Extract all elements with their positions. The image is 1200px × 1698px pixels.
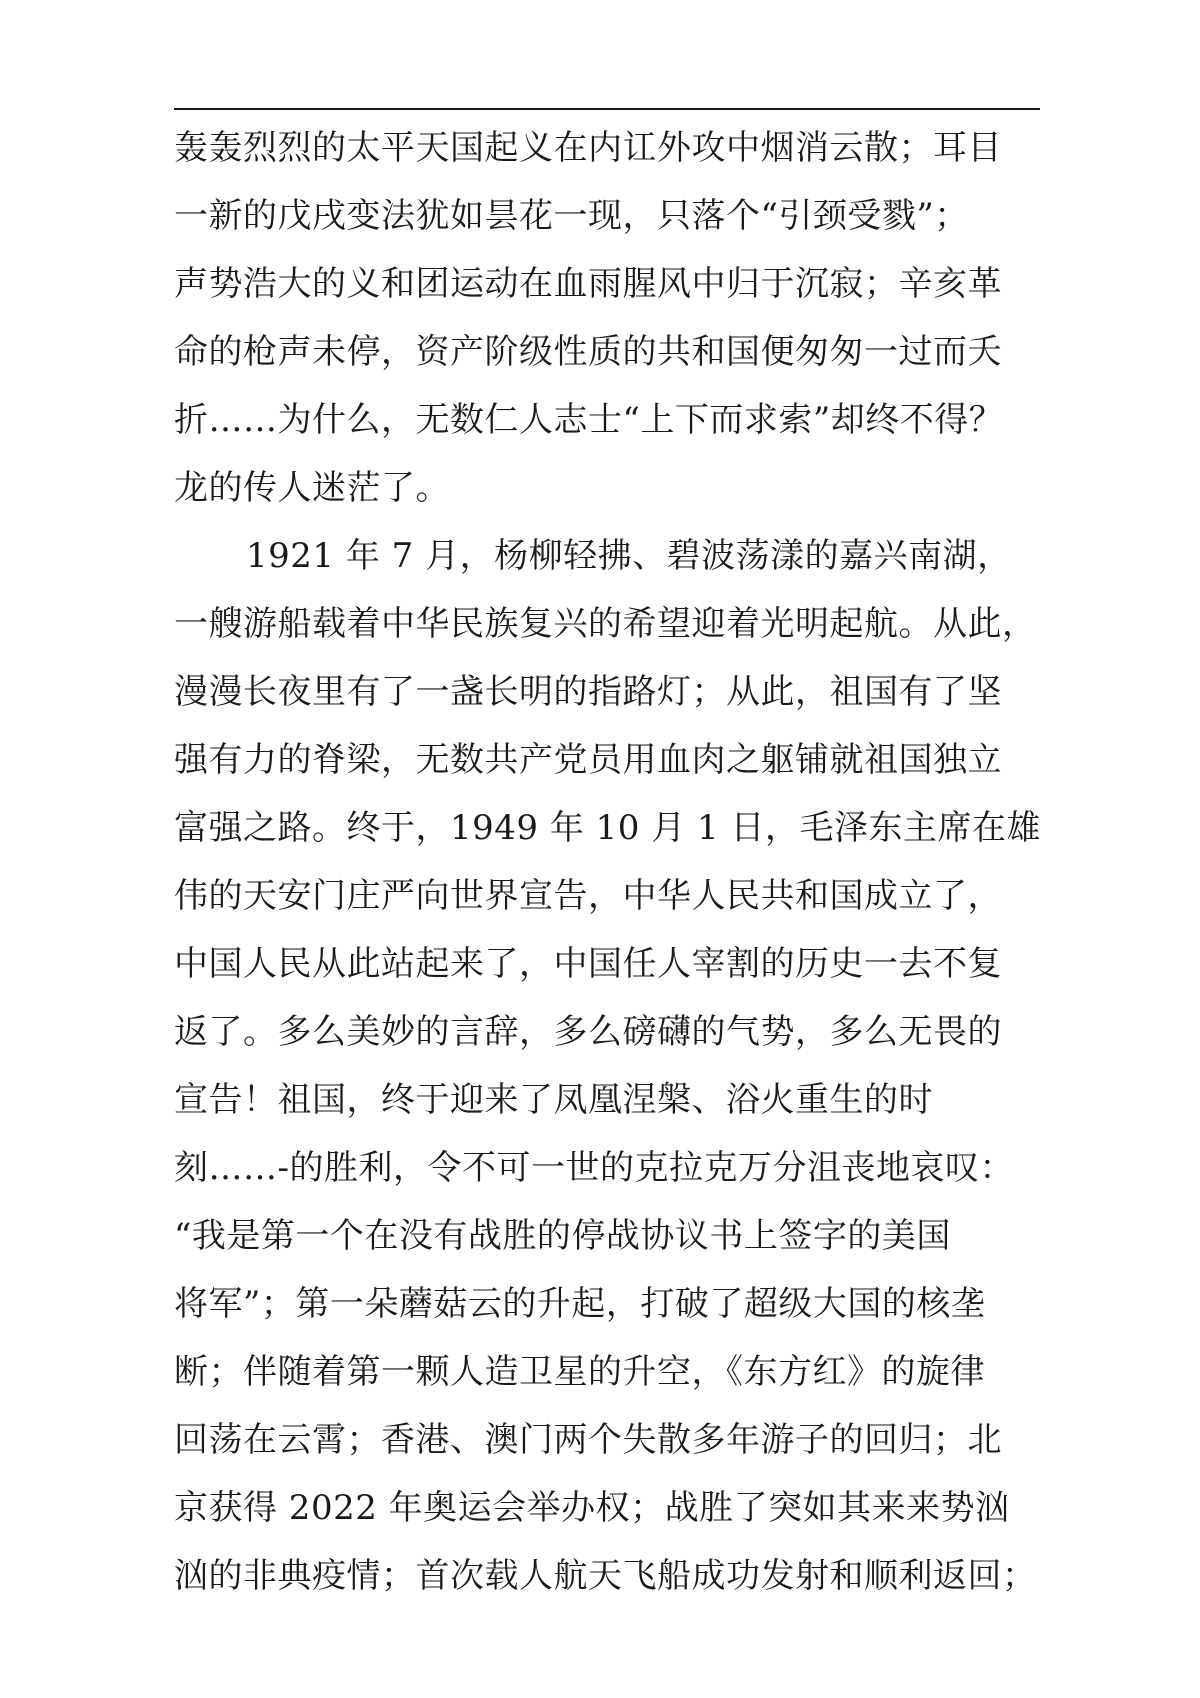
text-line: 京获得 2022 年奥运会举办权；战胜了突如其来来势汹: [174, 1488, 1010, 1528]
text-line: 返了。多么美妙的言辞，多么磅礴的气势，多么无畏的: [174, 1012, 1002, 1052]
text-line: 漫漫长夜里有了一盏长明的指路灯；从此，祖国有了坚: [174, 672, 1002, 712]
text-line: 声势浩大的义和团运动在血雨腥风中归于沉寂；辛亥革: [174, 264, 1002, 304]
text-line: 将军”；第一朵蘑菇云的升起，打破了超级大国的核垄: [174, 1284, 986, 1324]
text-line: “我是第一个在没有战胜的停战协议书上签字的美国: [174, 1216, 951, 1256]
text-line: 龙的传人迷茫了。: [174, 468, 450, 508]
text-line: 富强之路。终于，1949 年 10 月 1 日，毛泽东主席在雄: [174, 808, 1041, 848]
text-line: 汹的非典疫情；首次载人航天飞船成功发射和顺利返回；: [174, 1556, 1037, 1596]
text-line: 命的枪声未停，资产阶级性质的共和国便匆匆一过而夭: [174, 332, 1002, 372]
text-line: 中国人民从此站起来了，中国任人宰割的历史一去不复: [174, 944, 1002, 984]
text-line: 一新的戊戌变法犹如昙花一现，只落个“引颈受戮”；: [174, 196, 969, 236]
text-line: 折……为什么，无数仁人志士“上下而求索”却终不得？: [174, 400, 1004, 440]
text-line-indent: 1921 年 7 月，杨柳轻拂、碧波荡漾的嘉兴南湖，: [246, 536, 1012, 576]
text-line: 一艘游船载着中华民族复兴的希望迎着光明起航。从此，: [174, 604, 1037, 644]
text-line: 刻……-的胜利，令不可一世的克拉克万分沮丧地哀叹：: [174, 1148, 1014, 1188]
text-line: 伟的天安门庄严向世界宣告，中华人民共和国成立了，: [174, 876, 1002, 916]
text-line: 轰轰烈烈的太平天国起义在内讧外攻中烟消云散；耳目: [174, 128, 1002, 168]
text-line: 断；伴随着第一颗人造卫星的升空，《东方红》的旋律: [174, 1352, 985, 1392]
text-line: 回荡在云霄；香港、澳门两个失散多年游子的回归；北: [174, 1420, 1002, 1460]
text-line: 强有力的脊梁，无数共产党员用血肉之躯铺就祖国独立: [174, 740, 1002, 780]
text-line: 宣告！祖国，终于迎来了凤凰涅槃、浴火重生的时: [174, 1080, 933, 1120]
header-rule: [174, 108, 1040, 110]
